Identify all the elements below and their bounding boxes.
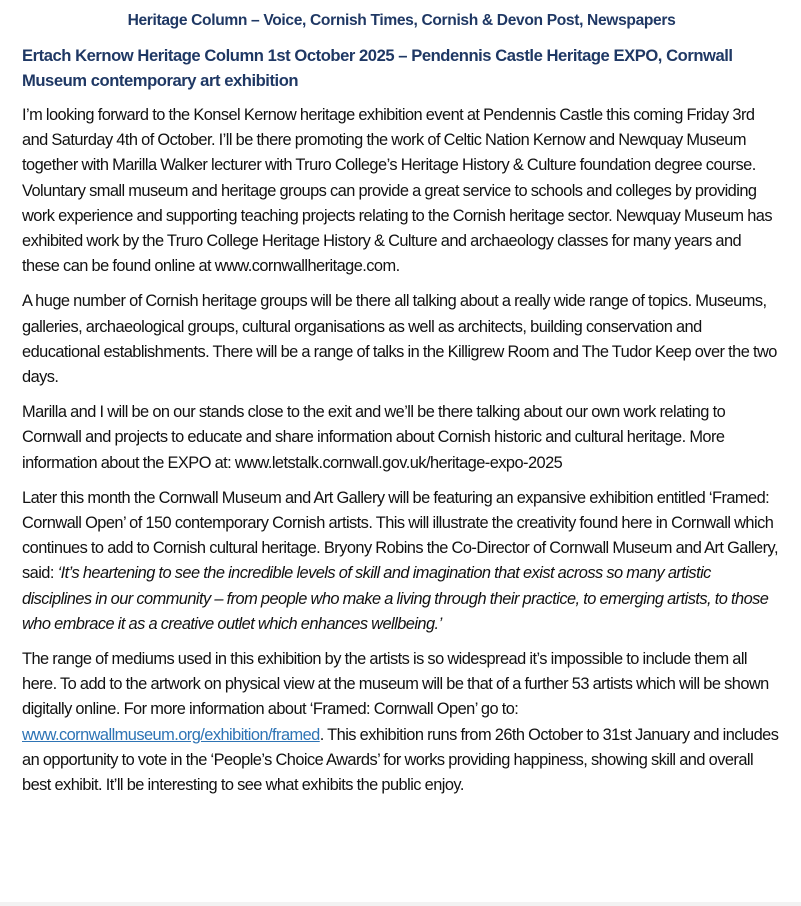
- article-title: Ertach Kernow Heritage Column 1st October 2025 – Pendennis Castle Heritage EXPO, Cornwall Museum contemporary art exhibition: [22, 46, 733, 90]
- paragraph-mediums-text: The range of mediums used in this exhibition by the artists is so widespread it’s impossible to include them all here. To add to the artwork on physical view at the museum will be that of a further 53 artists which will be shown digitally online. For more information about ‘Framed: Cornwall Open’ go to:: [22, 650, 769, 719]
- paragraph-mediums-closing: . This exhibition runs from 26th October to 31st January and includes an opportunity to vote in the ‘People’s Choice Awards’ for works providing happiness, showing skill and overall best exhibit. It’ll be interesting to see what exhibits the public enjoy.: [22, 725, 779, 795]
- paragraph-mediums-online: [22, 647, 781, 798]
- column-header: Heritage Column – Voice, Cornish Times, Cornish & Devon Post, Newspapers: [127, 12, 676, 29]
- page-bottom-divider: [0, 902, 801, 906]
- paragraph-konsel-kernow-event: I’m looking forward to the Konsel Kernow heritage exhibition event at Pendennis Castle this coming Friday 3rd and Saturday 4th of October. I’ll be there promoting the work of Celtic Nation Kernow and Newquay Museum together with Marilla Walker lecturer with Truro College’s Heritage History & Culture foundation degree course. Voluntary small museum and heritage groups can provide a great service to schools and colleges by providing work experience and supporting teaching projects relating to the Cornish heritage sector. Newquay Museum has exhibited work by the Truro College Heritage History & Culture and archaeology classes for many years and these can be found online at www.cornwallheritage.com.: [22, 106, 773, 276]
- paragraph-expo-stands: Marilla and I will be on our stands close to the exit and we’ll be there talking about our own work relating to Cornwall and projects to educate and share information about Cornish historic and cultural heritage. More information about the EXPO at: www.letstalk.cornwall.gov.uk/heritage-expo-2025: [22, 403, 726, 472]
- paragraph-framed-intro: Later this month the Cornwall Museum and Art Gallery will be featuring an expansive exhibition entitled ‘Framed: Cornwall Open’ of 150 contemporary Cornish artists. This will illustrate the creativity found here in Cornwall which continues to add to Cornish cultural heritage. Bryony Robins the Co-Director of Cornwall Museum and Art Gallery, said:: [22, 488, 778, 583]
- paragraph-framed-exhibition: [22, 486, 781, 637]
- cornwall-museum-exhibition-link[interactable]: www.cornwallmuseum.org/exhibition/framed: [22, 725, 320, 744]
- director-quote: ‘It’s heartening to see the incredible levels of skill and imagination that exist across so many artistic disciplines in our community – from people who make a living through their practice, to emerging artists, to those who embrace it as a creative outlet which enhances wellbeing.’: [22, 564, 769, 633]
- paragraph-heritage-groups: A huge number of Cornish heritage groups will be there all talking about a really wide range of topics. Museums, galleries, archaeological groups, cultural organisations as well as architects, building conservation and educational establishments. There will be a range of talks in the Killigrew Room and The Tudor Keep over the two days.: [22, 292, 777, 387]
